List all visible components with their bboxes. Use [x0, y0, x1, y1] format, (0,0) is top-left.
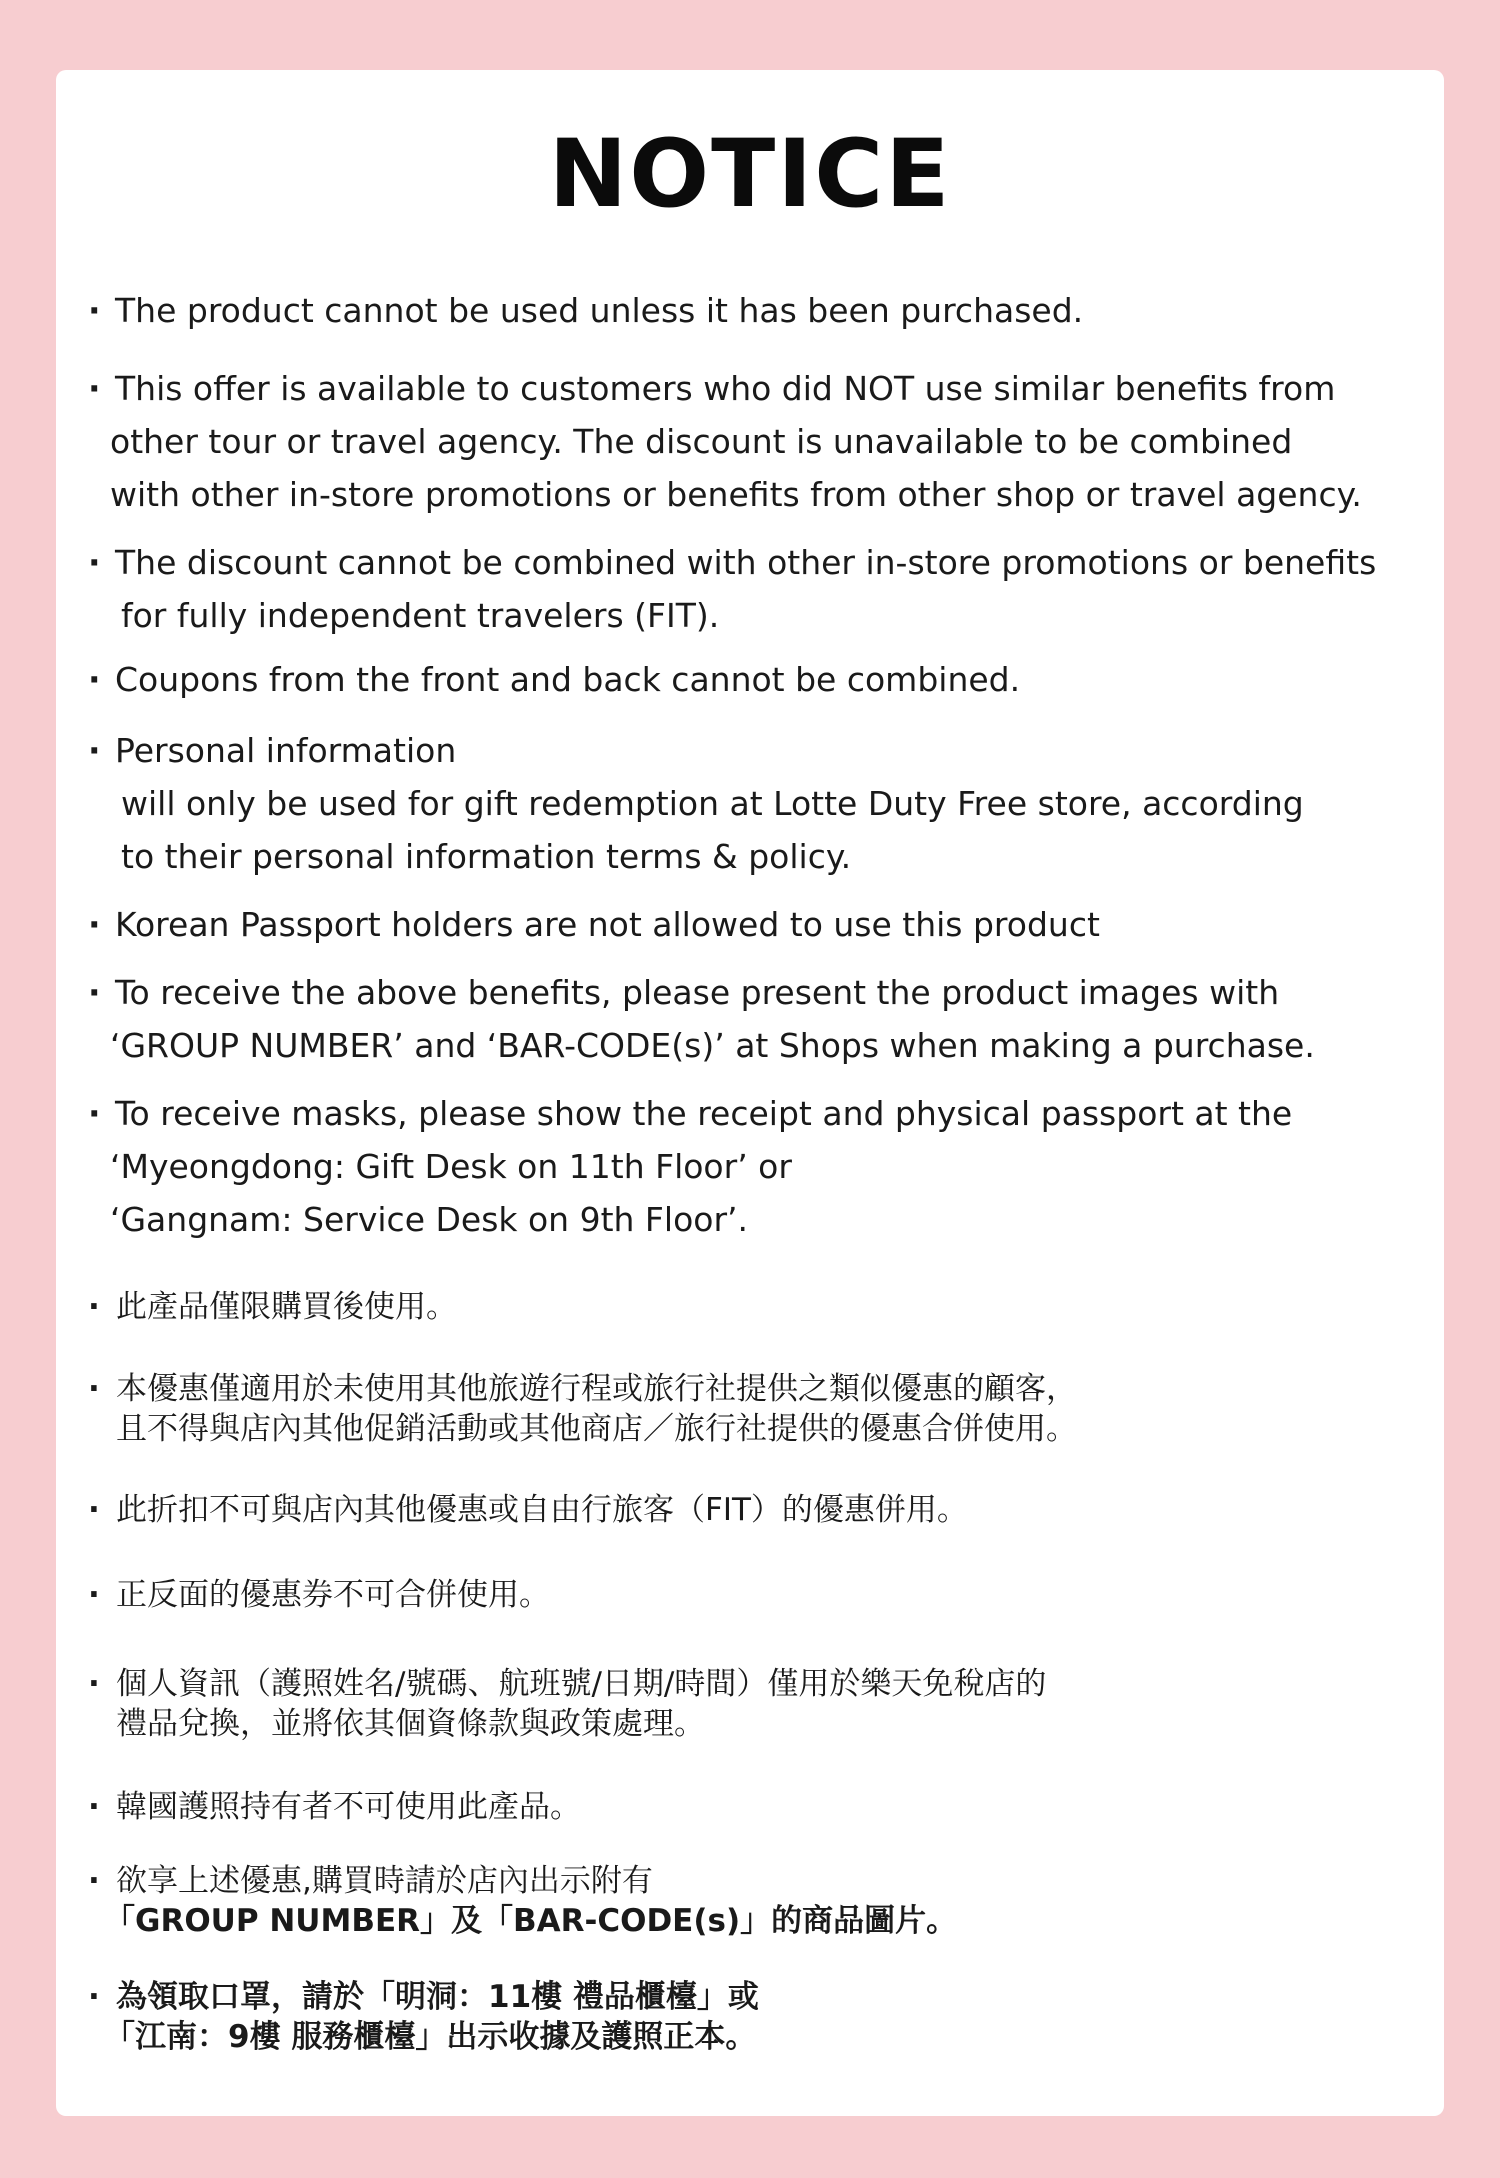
bullet: ·	[88, 1577, 100, 1613]
notice-line: ‘Gangnam: Service Desk on 9th Floor’.	[110, 1200, 749, 1239]
notice-line: 欲享上述優惠,購買時請於店內出示附有	[116, 1863, 653, 1899]
notice-line: to their personal information terms & policy.	[121, 837, 852, 876]
notice-line: Coupons from the front and back cannot be combined.	[115, 660, 1021, 699]
bullet: ·	[88, 731, 101, 770]
notice-line: ‘GROUP NUMBER’ and ‘BAR-CODE(s)’ at Shops when making a purchase.	[110, 1026, 1315, 1065]
bullet: ·	[88, 1094, 101, 1133]
notice-item-en-7	[88, 966, 1418, 1072]
notice-line: This offer is available to customers who did NOT use similar benefits from	[115, 369, 1336, 408]
notice-line: 韓國護照持有者不可使用此產品。	[116, 1789, 581, 1825]
bullet: ·	[88, 1666, 100, 1702]
notice-line: 此折扣不可與店內其他優惠或自由行旅客（FIT）的優惠併用。	[116, 1492, 968, 1528]
notice-item-en-1	[88, 284, 1418, 337]
bullet: ·	[88, 660, 101, 699]
notice-item-zh-8	[88, 1977, 1418, 2057]
notice-line: Korean Passport holders are not allowed to use this product	[115, 905, 1100, 944]
notice-item-zh-3	[88, 1490, 1418, 1530]
notice-item-zh-6	[88, 1787, 1418, 1827]
notice-item-zh-5	[88, 1664, 1418, 1744]
notice-line: 個人資訊（護照姓名/號碼、航班號/日期/時間）僅用於樂天免稅店的	[116, 1666, 1047, 1702]
notice-line: 此產品僅限購買後使用。	[116, 1289, 457, 1325]
notice-item-zh-2	[88, 1369, 1418, 1449]
notice-item-zh-7	[88, 1861, 1418, 1941]
notice-line: 且不得與店內其他促銷活動或其他商店／旅行社提供的優惠合併使用。	[116, 1411, 1077, 1447]
notice-line: To receive the above benefits, please present the product images with	[115, 973, 1280, 1012]
notice-line: 本優惠僅適用於未使用其他旅遊行程或旅行社提供之類似優惠的顧客，	[116, 1371, 1077, 1407]
notice-item-zh-1	[88, 1287, 1418, 1327]
notice-item-en-3	[88, 536, 1418, 642]
notice-line: with other in-store promotions or benefits from other shop or travel agency.	[110, 475, 1362, 514]
bullet: ·	[88, 1863, 100, 1899]
notice-item-en-6	[88, 898, 1418, 951]
notice-line: 禮品兌換，並將依其個資條款與政策處理。	[116, 1706, 705, 1742]
bullet: ·	[88, 1979, 100, 2015]
notice-item-en-5	[88, 724, 1418, 883]
bullet: ·	[88, 973, 101, 1012]
notice-line: To receive masks, please show the receipt and physical passport at the	[115, 1094, 1293, 1133]
bullet: ·	[88, 1371, 100, 1407]
notice-line: 「GROUP NUMBER」及「BAR-CODE(s)」的商品圖片。	[104, 1903, 958, 1939]
notice-item-en-2	[88, 362, 1418, 521]
bullet: ·	[88, 1789, 100, 1825]
notice-line: 正反面的優惠券不可合併使用。	[116, 1577, 550, 1613]
bullet: ·	[88, 905, 101, 944]
notice-line: for fully independent travelers (FIT).	[121, 596, 720, 635]
notice-line: 「江南：9樓 服務櫃檯」出示收據及護照正本。	[104, 2019, 757, 2055]
bullet: ·	[88, 543, 101, 582]
notice-line: Personal information	[115, 731, 457, 770]
notice-line: ‘Myeongdong: Gift Desk on 11th Floor’ or	[110, 1147, 792, 1186]
notice-item-zh-4	[88, 1575, 1418, 1615]
bullet: ·	[88, 369, 101, 408]
notice-line: 為領取口罩，請於「明洞：11樓 禮品櫃檯」或	[116, 1979, 759, 2015]
bullet: ·	[88, 1289, 100, 1325]
notice-item-en-8	[88, 1087, 1418, 1246]
notice-line: The discount cannot be combined with other in-store promotions or benefits	[115, 543, 1377, 582]
notice-line: will only be used for gift redemption at Lotte Duty Free store, according	[121, 784, 1304, 823]
page-title: NOTICE	[548, 120, 952, 229]
notice-line: other tour or travel agency. The discount is unavailable to be combined	[110, 422, 1293, 461]
bullet: ·	[88, 291, 101, 330]
notice-line: The product cannot be used unless it has been purchased.	[115, 291, 1084, 330]
bullet: ·	[88, 1492, 100, 1528]
notice-item-en-4	[88, 653, 1418, 706]
